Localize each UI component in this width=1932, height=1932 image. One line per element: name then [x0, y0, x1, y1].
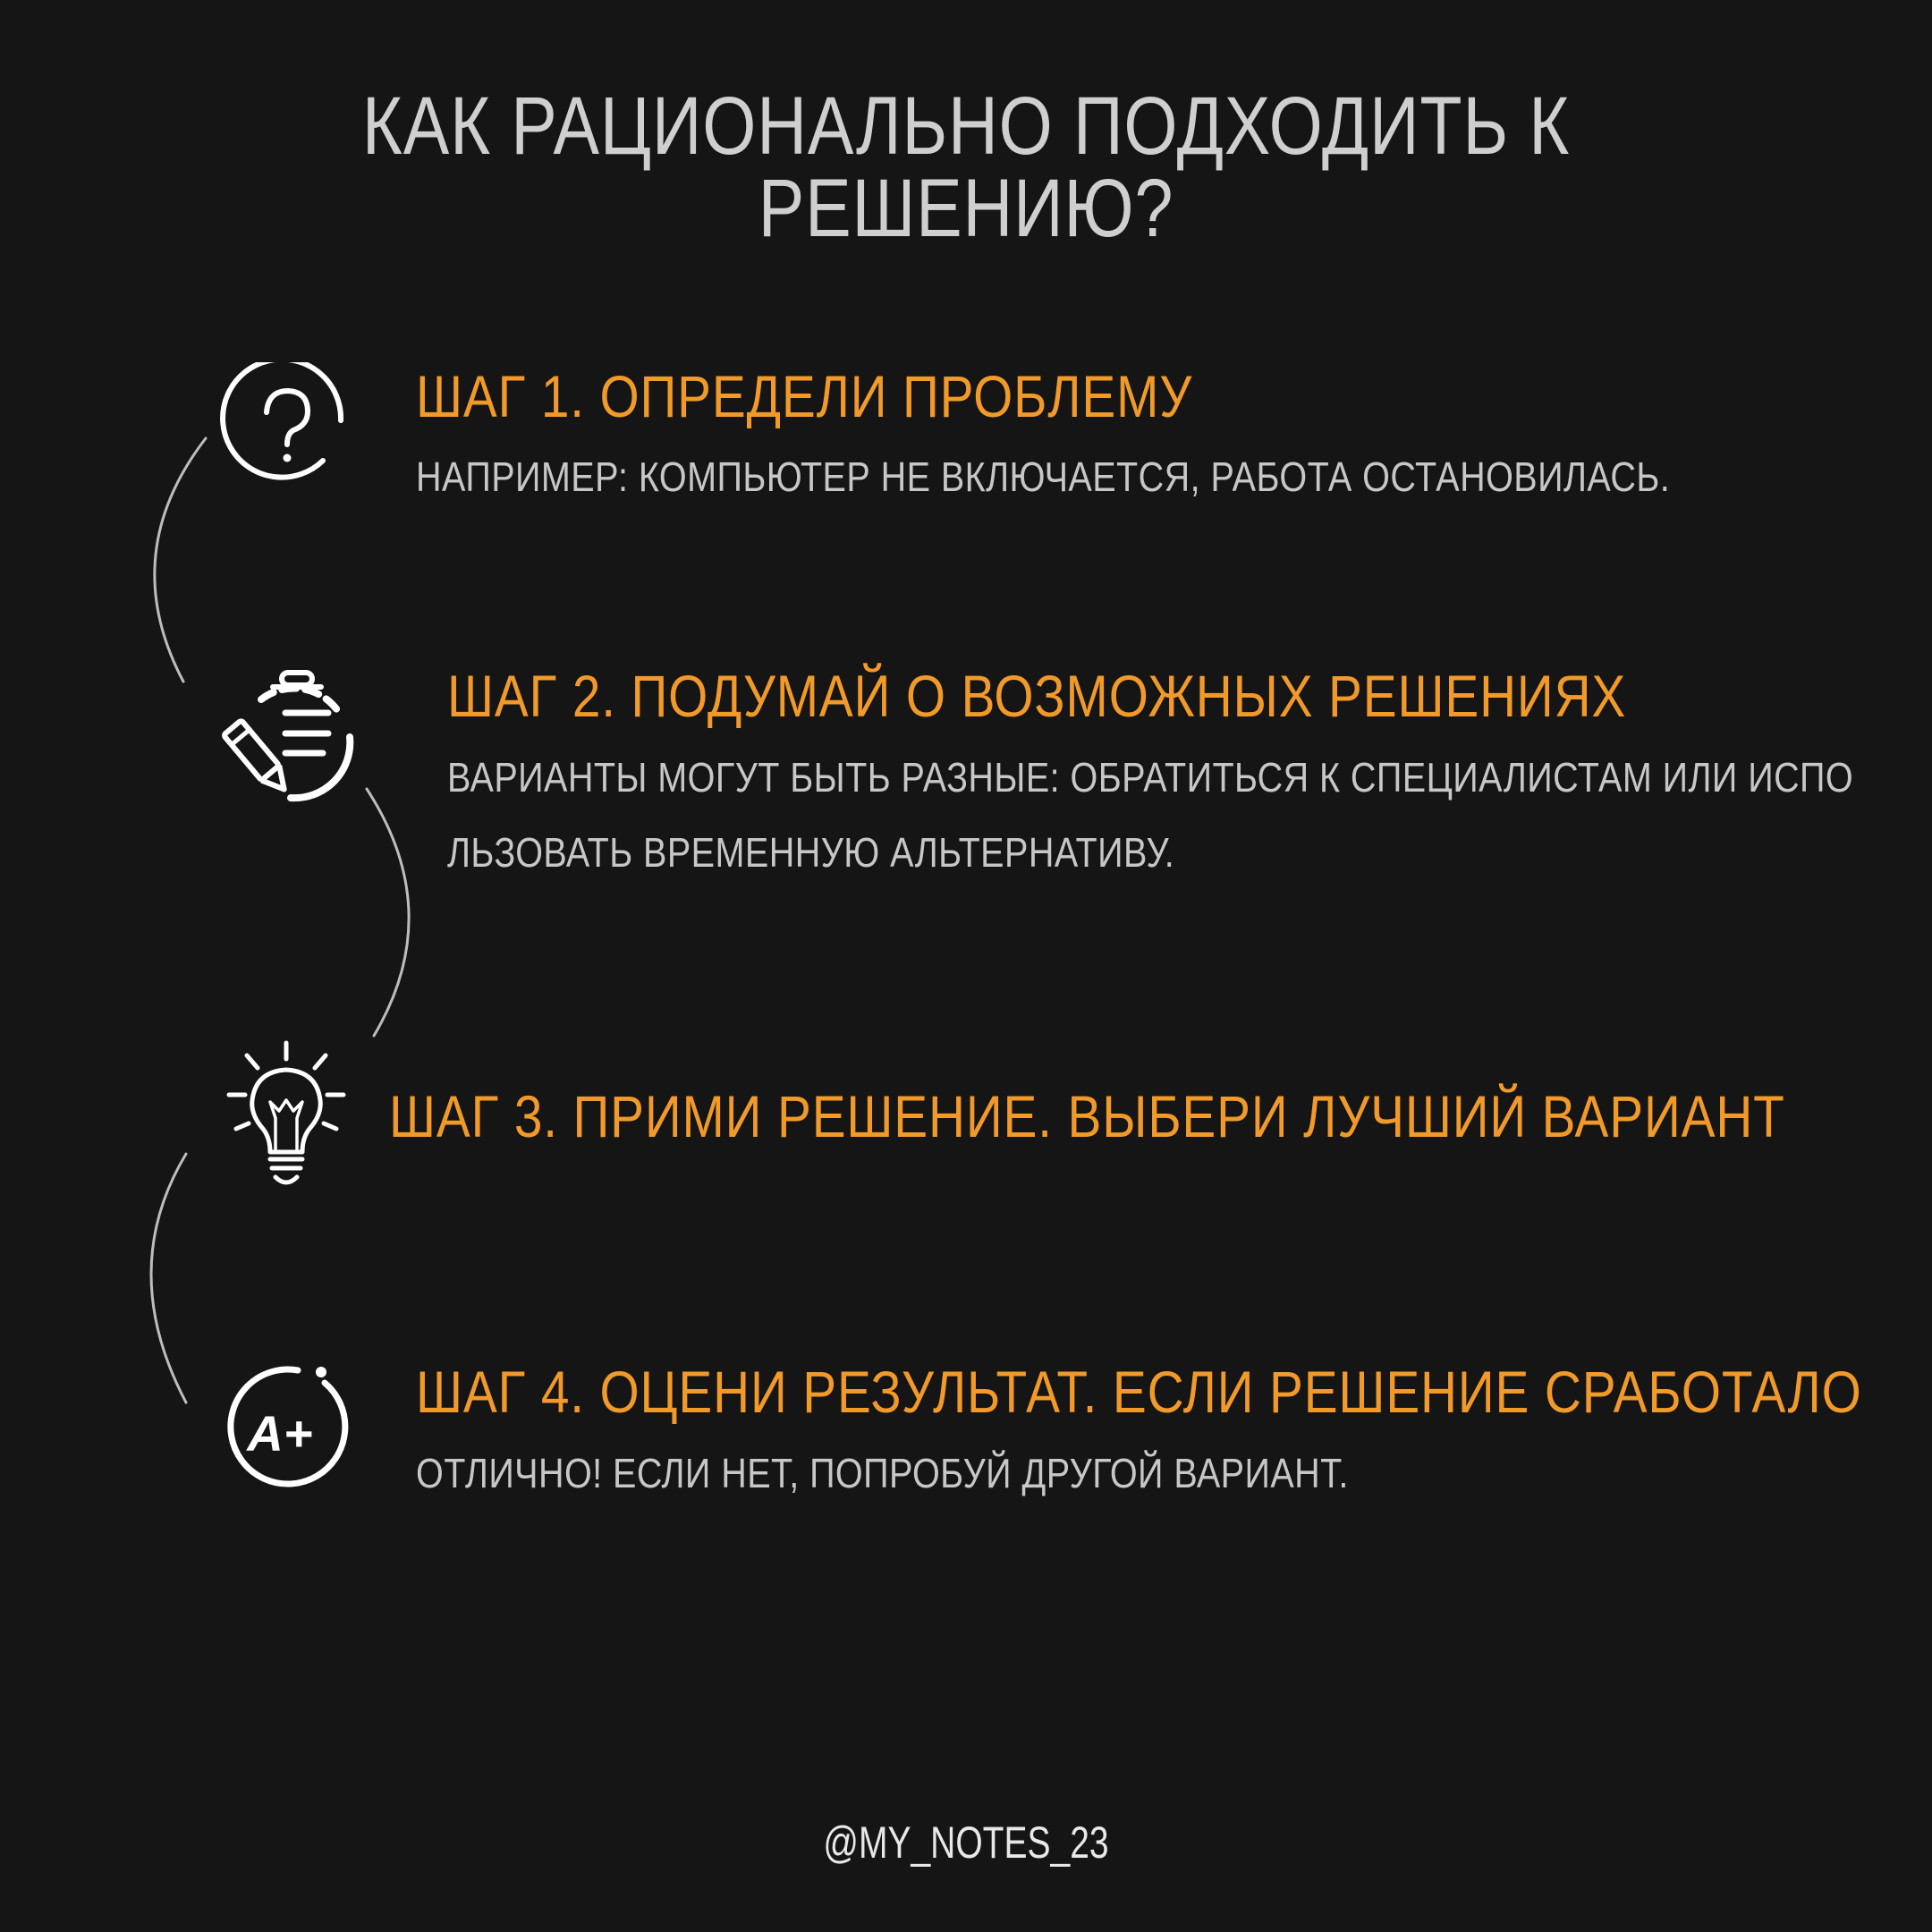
page-title: КАК РАЦИОНАЛЬНО ПОДХОДИТЬ К РЕШЕНИЮ? [361, 80, 1571, 254]
lightbulb-icon [224, 1039, 349, 1191]
step-2-desc-line-1: ВАРИАНТЫ МОГУТ БЫТЬ РАЗНЫЕ: ОБРАТИТЬСЯ К СПЕЦИАЛИСТАМ ИЛИ ИСПО [447, 754, 1854, 801]
connector-1-2 [155, 438, 206, 682]
step-1-desc: НАПРИМЕР: КОМПЬЮТЕР НЕ ВКЛЮЧАЕТСЯ, РАБОТА ОСТАНОВИЛАСЬ. [416, 453, 1671, 500]
step-2-desc-line-2: ЛЬЗОВАТЬ ВРЕМЕННУЮ АЛЬТЕРНАТИВУ. [447, 829, 1175, 876]
step-2-title: ШАГ 2. ПОДУМАЙ О ВОЗМОЖНЫХ РЕШЕНИЯХ [447, 663, 1627, 729]
author-handle: @MY_NOTES_23 [823, 1818, 1109, 1868]
step-3-title: ШАГ 3. ПРИМИ РЕШЕНИЕ. ВЫБЕРИ ЛУЧШИЙ ВАРИАНТ [389, 1083, 1785, 1149]
a-plus-grade-icon [219, 1358, 353, 1492]
question-circle-icon [219, 362, 353, 496]
step-4-desc: ОТЛИЧНО! ЕСЛИ НЕТ, ПОПРОБУЙ ДРУГОЙ ВАРИАНТ. [416, 1450, 1349, 1496]
step-1-title: ШАГ 1. ОПРЕДЕЛИ ПРОБЛЕМУ [416, 363, 1193, 429]
connector-3-4 [151, 1154, 186, 1402]
svg-text:A+: A+ [247, 1405, 313, 1462]
connector-2-3 [367, 789, 409, 1036]
step-4-title: ШАГ 4. ОЦЕНИ РЕЗУЛЬТАТ. ЕСЛИ РЕШЕНИЕ СРАБОТАЛО [416, 1359, 1862, 1425]
clipboard-pencil-icon [219, 664, 362, 807]
